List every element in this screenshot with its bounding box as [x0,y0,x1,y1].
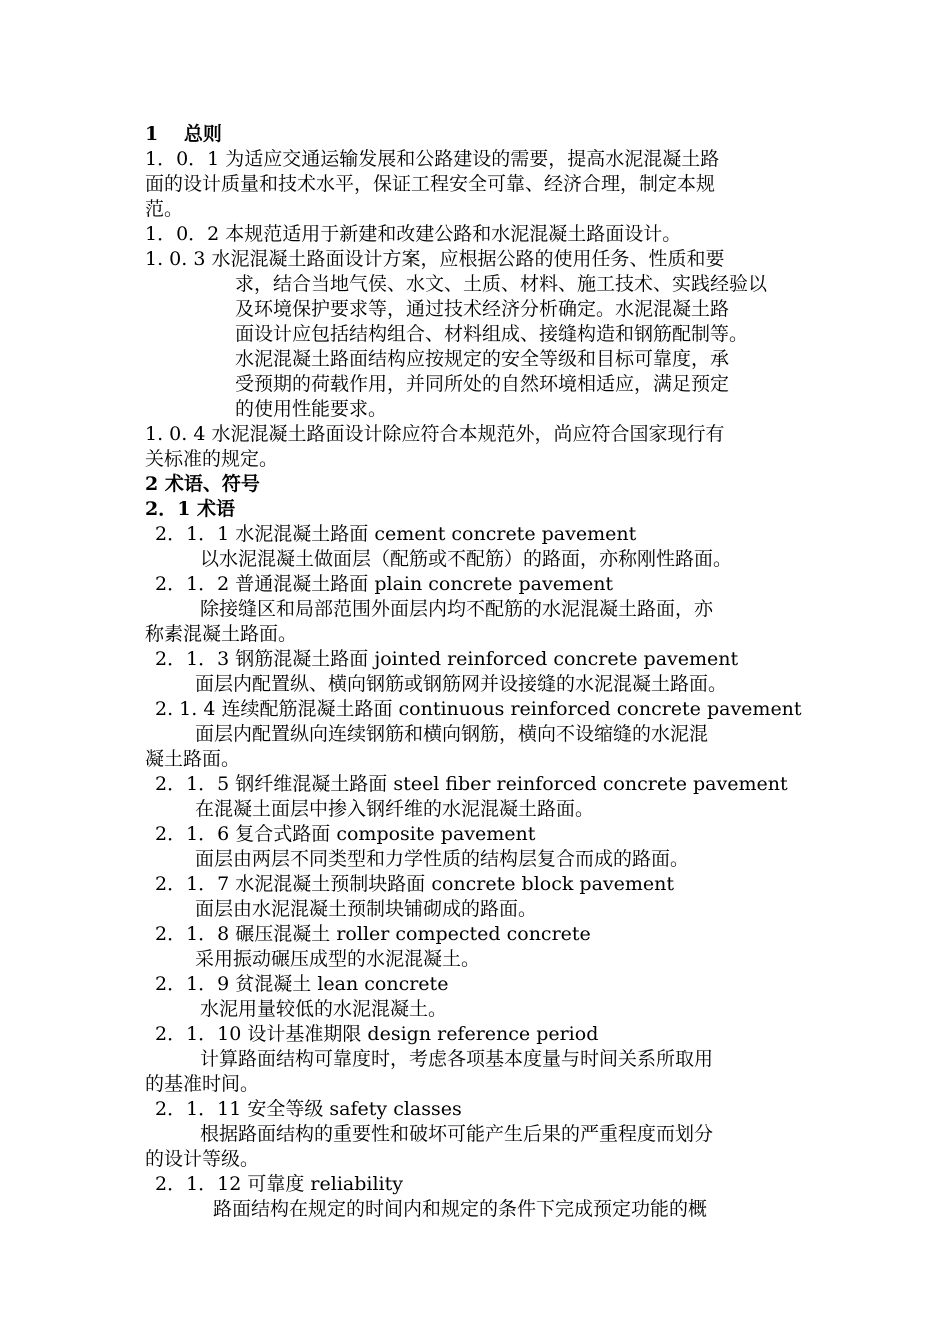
definition-2-1-9: 水泥用量较低的水泥混凝土。 [200,998,448,1020]
definition-2-1-6: 面层由两层不同类型和力学性质的结构层复合而成的路面。 [195,848,690,870]
term-2-1-4: 2. 1. 4 连续配筋混凝土路面 continuous reinforced concrete pavement [155,698,802,720]
clause-1-0-4-line-2: 关标准的规定。 [145,448,279,470]
definition-2-1-4-line-1: 面层内配置纵向连续钢筋和横向钢筋，横向不设缩缝的水泥混 [195,723,709,745]
clause-1-0-1-line-2: 面的设计质量和技术水平，保证工程安全可靠、经济合理，制定本规 [145,173,716,195]
definition-2-1-7: 面层由水泥混凝土预制块铺砌成的路面。 [195,898,538,920]
clause-1-0-4-line-1: 1. 0. 4 水泥混凝土路面设计除应符合本规范外，尚应符合国家现行有 [145,423,725,445]
subsection-2-1-heading: 2．1 术语 [145,498,236,520]
definition-2-1-11-line-1: 根据路面结构的重要性和破坏可能产生后果的严重程度而划分 [200,1123,714,1145]
definition-2-1-10-line-2: 的基准时间。 [145,1073,260,1095]
definition-2-1-10-line-1: 计算路面结构可靠度时，考虑各项基本度量与时间关系所取用 [200,1048,714,1070]
term-2-1-9: 2．1．9 贫混凝土 lean concrete [155,973,449,995]
term-2-1-12: 2．1．12 可靠度 reliability [155,1173,404,1195]
term-2-1-2: 2．1．2 普通混凝土路面 plain concrete pavement [155,573,614,595]
definition-2-1-5: 在混凝土面层中掺入钢纤维的水泥混凝土路面。 [195,798,595,820]
document-page [145,122,815,1222]
definition-2-1-8: 采用振动碾压成型的水泥混凝土。 [195,948,481,970]
clause-1-0-3-line-5: 水泥混凝土路面结构应按规定的安全等级和目标可靠度，承 [235,348,730,370]
clause-1-0-3-line-6: 受预期的荷载作用，并同所处的自然环境相适应，满足预定 [235,373,730,395]
term-2-1-6: 2．1．6 复合式路面 composite pavement [155,823,536,845]
term-2-1-7: 2．1．7 水泥混凝土预制块路面 concrete block pavement [155,873,675,895]
clause-1-0-3-line-4: 面设计应包括结构组合、材料组成、接缝构造和钢筋配制等。 [235,323,749,345]
definition-2-1-2-line-2: 称素混凝土路面。 [145,623,298,645]
term-2-1-3: 2．1．3 钢筋混凝土路面 jointed reinforced concrete pavement [155,648,739,670]
definition-2-1-2-line-1: 除接缝区和局部范围外面层内均不配筋的水泥混凝土路面，亦 [200,598,714,620]
term-2-1-1: 2．1．1 水泥混凝土路面 cement concrete pavement [155,523,637,545]
clause-1-0-1-line-3: 范。 [145,198,184,220]
clause-1-0-3-line-7: 的使用性能要求。 [235,398,388,420]
definition-2-1-3: 面层内配置纵、横向钢筋或钢筋网并设接缝的水泥混凝土路面。 [195,673,728,695]
clause-1-0-1-line-1: 1．0．1 为适应交通运输发展和公路建设的需要，提高水泥混凝土路 [145,148,720,170]
term-2-1-5: 2．1．5 钢纤维混凝土路面 steel fiber reinforced concrete pavement [155,773,788,795]
clause-1-0-3-line-1: 1. 0. 3 水泥混凝土路面设计方案，应根据公路的使用任务、性质和要 [145,248,725,270]
term-2-1-11: 2．1．11 安全等级 safety classes [155,1098,462,1120]
term-2-1-8: 2．1．8 碾压混凝土 roller compected concrete [155,923,591,945]
definition-2-1-4-line-2: 凝土路面。 [145,748,241,770]
clause-1-0-2: 1．0．2 本规范适用于新建和改建公路和水泥混凝土路面设计。 [145,223,682,245]
term-2-1-10: 2．1．10 设计基准期限 design reference period [155,1023,599,1045]
section-2-heading: 2 术语、符号 [145,473,260,495]
definition-2-1-1: 以水泥混凝土做面层（配筋或不配筋）的路面，亦称刚性路面。 [200,548,733,570]
clause-1-0-3-line-3: 及环境保护要求等，通过技术经济分析确定。水泥混凝土路 [235,298,730,320]
definition-2-1-11-line-2: 的设计等级。 [145,1148,260,1170]
clause-1-0-3-line-2: 求，结合当地气侯、水文、土质、材料、施工技术、实践经验以 [235,273,768,295]
section-1-heading: 1 总则 [145,123,222,145]
definition-2-1-12-line-1: 路面结构在规定的时间内和规定的条件下完成预定功能的概 [213,1198,708,1220]
